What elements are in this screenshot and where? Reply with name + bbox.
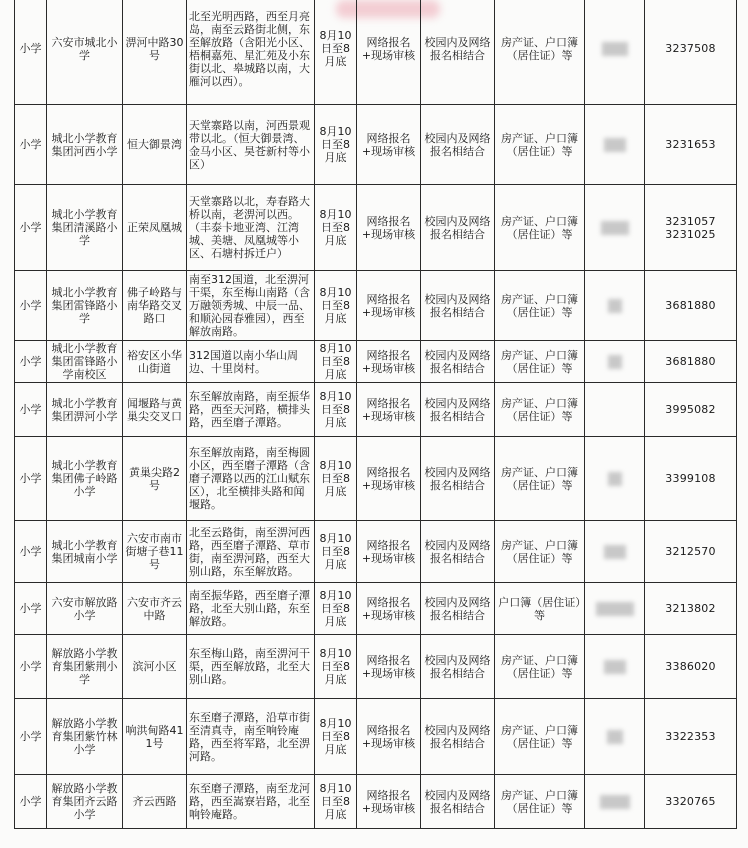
cell-phone: 3213802 bbox=[645, 583, 737, 635]
cell-address: 响洪甸路411号 bbox=[123, 699, 187, 775]
cell-area: 东至磨子潭路，沿草市街至清真寺，南至响铃庵路，西至将军路，北至淠河路。 bbox=[187, 699, 315, 775]
cell-documents: 房产证、户口簿（居住证）等 bbox=[495, 0, 585, 105]
cell-area: 东至梅山路，南至淠河干渠，西至解放路，北至大别山路。 bbox=[187, 635, 315, 699]
table-row bbox=[15, 437, 737, 521]
cell-area: 天堂寨路以南，河西景观带以北。（恒大御景湾、金马小区、昊苍新村等小区） bbox=[187, 105, 315, 185]
table-row bbox=[15, 185, 737, 271]
cell-documents: 房产证、户口簿（居住证）等 bbox=[495, 185, 585, 271]
cell-time: 8月10日至8月底 bbox=[315, 521, 357, 583]
cell-time: 8月10日至8月底 bbox=[315, 0, 357, 105]
cell-school: 城北小学教育集团淠河小学 bbox=[47, 383, 123, 437]
redacted-block bbox=[608, 299, 622, 313]
cell-school: 城北小学教育集团城南小学 bbox=[47, 521, 123, 583]
cell-school: 城北小学教育集团佛子岭路小学 bbox=[47, 437, 123, 521]
cell-redacted bbox=[585, 635, 645, 699]
cell-redacted bbox=[585, 105, 645, 185]
cell-school: 解放路小学教育集团紫荆小学 bbox=[47, 635, 123, 699]
cell-level: 小学 bbox=[15, 185, 47, 271]
table-row bbox=[15, 699, 737, 775]
cell-documents: 房产证、户口簿（居住证）等 bbox=[495, 105, 585, 185]
cell-documents: 房产证、户口簿（居住证）等 bbox=[495, 383, 585, 437]
cell-time: 8月10日至8月底 bbox=[315, 271, 357, 341]
cell-redacted bbox=[585, 699, 645, 775]
cell-address: 齐云西路 bbox=[123, 775, 187, 829]
cell-area: 东至磨子潭路，南至龙河路，西至嵩寮岩路，北至响铃庵路。 bbox=[187, 775, 315, 829]
cell-level: 小学 bbox=[15, 437, 47, 521]
cell-area: 312国道以南小华山周边、十里岗村。 bbox=[187, 341, 315, 383]
cell-school: 六安市解放路小学 bbox=[47, 583, 123, 635]
cell-scope: 校园内及网络报名相结合 bbox=[421, 699, 495, 775]
cell-school: 解放路小学教育集团紫竹林小学 bbox=[47, 699, 123, 775]
cell-area: 东至解放南路，南至梅圆小区，西至磨子潭路（含磨子潭路以西的江山赋东区），北至横排头路和闻堰路。 bbox=[187, 437, 315, 521]
cell-phone: 3212570 bbox=[645, 521, 737, 583]
cell-scope: 校园内及网络报名相结合 bbox=[421, 105, 495, 185]
table-row bbox=[15, 635, 737, 699]
redacted-block bbox=[608, 355, 622, 369]
table-body bbox=[15, 0, 737, 829]
cell-area: 北至云路街，南至淠河西路，西至磨子潭路、草市街，南至淠河路，西至大别山路，东至解放路。 bbox=[187, 521, 315, 583]
cell-method: 网络报名+现场审核 bbox=[357, 105, 421, 185]
cell-phone: 3322353 bbox=[645, 699, 737, 775]
cell-scope: 校园内及网络报名相结合 bbox=[421, 341, 495, 383]
cell-time: 8月10日至8月底 bbox=[315, 775, 357, 829]
cell-documents: 房产证、户口簿（居住证）等 bbox=[495, 521, 585, 583]
cell-documents: 房产证、户口簿（居住证）等 bbox=[495, 341, 585, 383]
cell-redacted bbox=[585, 0, 645, 105]
cell-phone: 3681880 bbox=[645, 271, 737, 341]
cell-documents: 房产证、户口簿（居住证）等 bbox=[495, 271, 585, 341]
cell-redacted bbox=[585, 521, 645, 583]
cell-phone: 3231653 bbox=[645, 105, 737, 185]
cell-redacted bbox=[585, 185, 645, 271]
cell-scope: 校园内及网络报名相结合 bbox=[421, 185, 495, 271]
table-row bbox=[15, 341, 737, 383]
cell-address: 裕安区小华山街道 bbox=[123, 341, 187, 383]
redacted-block bbox=[601, 221, 629, 235]
table-row bbox=[15, 583, 737, 635]
table-row bbox=[15, 271, 737, 341]
cell-address: 淠河中路30号 bbox=[123, 0, 187, 105]
table-row bbox=[15, 383, 737, 437]
cell-school: 城北小学教育集团雷锋路小学南校区 bbox=[47, 341, 123, 383]
cell-time: 8月10日至8月底 bbox=[315, 341, 357, 383]
cell-address: 正荣凤凰城 bbox=[123, 185, 187, 271]
cell-method: 网络报名+现场审核 bbox=[357, 271, 421, 341]
cell-phone: 3386020 bbox=[645, 635, 737, 699]
cell-scope: 校园内及网络报名相结合 bbox=[421, 521, 495, 583]
cell-school: 城北小学教育集团清溪路小学 bbox=[47, 185, 123, 271]
cell-school: 城北小学教育集团河西小学 bbox=[47, 105, 123, 185]
cell-redacted bbox=[585, 437, 645, 521]
cell-level: 小学 bbox=[15, 635, 47, 699]
cell-school: 城北小学教育集团雷锋路小学 bbox=[47, 271, 123, 341]
table-row bbox=[15, 0, 737, 105]
table-row bbox=[15, 105, 737, 185]
cell-level: 小学 bbox=[15, 0, 47, 105]
cell-method: 网络报名+现场审核 bbox=[357, 635, 421, 699]
cell-time: 8月10日至8月底 bbox=[315, 583, 357, 635]
cell-method: 网络报名+现场审核 bbox=[357, 521, 421, 583]
cell-time: 8月10日至8月底 bbox=[315, 437, 357, 521]
cell-phone: 3320765 bbox=[645, 775, 737, 829]
cell-time: 8月10日至8月底 bbox=[315, 383, 357, 437]
cell-area: 南至振华路，西至磨子潭路，北至大别山路，东至解放路。 bbox=[187, 583, 315, 635]
enrollment-table-wrapper bbox=[14, 0, 737, 829]
cell-scope: 校园内及网络报名相结合 bbox=[421, 0, 495, 105]
redacted-block bbox=[604, 138, 626, 152]
cell-address: 闻堰路与黄巢尖交叉口 bbox=[123, 383, 187, 437]
cell-redacted bbox=[585, 271, 645, 341]
cell-method: 网络报名+现场审核 bbox=[357, 775, 421, 829]
cell-method: 网络报名+现场审核 bbox=[357, 0, 421, 105]
redacted-block bbox=[604, 660, 626, 674]
cell-documents: 房产证、户口簿（居住证）等 bbox=[495, 437, 585, 521]
redacted-block bbox=[596, 602, 634, 616]
cell-scope: 校园内及网络报名相结合 bbox=[421, 635, 495, 699]
cell-address: 六安市南市街塘子巷11号 bbox=[123, 521, 187, 583]
cell-phone: 3237508 bbox=[645, 0, 737, 105]
cell-scope: 校园内及网络报名相结合 bbox=[421, 775, 495, 829]
cell-level: 小学 bbox=[15, 105, 47, 185]
cell-level: 小学 bbox=[15, 383, 47, 437]
cell-documents: 房产证、户口簿（居住证）等 bbox=[495, 699, 585, 775]
cell-school: 六安市城北小学 bbox=[47, 0, 123, 105]
cell-phone: 3995082 bbox=[645, 383, 737, 437]
cell-phone: 3231057 3231025 bbox=[645, 185, 737, 271]
cell-level: 小学 bbox=[15, 271, 47, 341]
cell-redacted bbox=[585, 775, 645, 829]
cell-phone: 3681880 bbox=[645, 341, 737, 383]
cell-method: 网络报名+现场审核 bbox=[357, 437, 421, 521]
cell-area: 东至解放南路，南至振华路，西至天河路，横排头路，西至磨子潭路。 bbox=[187, 383, 315, 437]
cell-address: 恒大御景湾 bbox=[123, 105, 187, 185]
cell-time: 8月10日至8月底 bbox=[315, 635, 357, 699]
cell-area: 南至312国道，北至淠河干渠，东至梅山南路（含万融领秀城、中辰一品、和顺沁园春雅园），西至解放南路。 bbox=[187, 271, 315, 341]
cell-scope: 校园内及网络报名相结合 bbox=[421, 383, 495, 437]
cell-scope: 校园内及网络报名相结合 bbox=[421, 437, 495, 521]
cell-school: 解放路小学教育集团齐云路小学 bbox=[47, 775, 123, 829]
cell-level: 小学 bbox=[15, 583, 47, 635]
cell-method: 网络报名+现场审核 bbox=[357, 699, 421, 775]
cell-redacted bbox=[585, 383, 645, 437]
cell-area: 天堂寨路以北，寿春路大桥以南，老淠河以西。（丰泰卡地亚湾、江湾城、美塘、凤凰城等小区、石塘村拆迁户） bbox=[187, 185, 315, 271]
cell-time: 8月10日至8月底 bbox=[315, 699, 357, 775]
cell-address: 滨河小区 bbox=[123, 635, 187, 699]
cell-redacted bbox=[585, 341, 645, 383]
cell-level: 小学 bbox=[15, 521, 47, 583]
redacted-block bbox=[600, 795, 630, 809]
redacted-block bbox=[608, 472, 622, 486]
cell-documents: 房产证、户口簿（居住证）等 bbox=[495, 635, 585, 699]
cell-level: 小学 bbox=[15, 341, 47, 383]
cell-scope: 校园内及网络报名相结合 bbox=[421, 271, 495, 341]
cell-redacted bbox=[585, 583, 645, 635]
cell-area: 北至光明西路，西至月亮岛，南至云路街北侧，东至解放路（含阳光小区、梧桐嘉苑、星汇苑及小东街以北、皋城路以南，大雁河以西）。 bbox=[187, 0, 315, 105]
cell-phone: 3399108 bbox=[645, 437, 737, 521]
cell-level: 小学 bbox=[15, 699, 47, 775]
cell-time: 8月10日至8月底 bbox=[315, 185, 357, 271]
cell-documents: 户口簿（居住证）等 bbox=[495, 583, 585, 635]
table-row bbox=[15, 521, 737, 583]
cell-method: 网络报名+现场审核 bbox=[357, 383, 421, 437]
table-row bbox=[15, 775, 737, 829]
cell-method: 网络报名+现场审核 bbox=[357, 185, 421, 271]
cell-address: 黄巢尖路2号 bbox=[123, 437, 187, 521]
cell-method: 网络报名+现场审核 bbox=[357, 583, 421, 635]
cell-address: 六安市齐云中路 bbox=[123, 583, 187, 635]
cell-level: 小学 bbox=[15, 775, 47, 829]
cell-address: 佛子岭路与南华路交叉路口 bbox=[123, 271, 187, 341]
enrollment-table bbox=[14, 0, 737, 829]
redacted-block bbox=[607, 730, 623, 744]
cell-time: 8月10日至8月底 bbox=[315, 105, 357, 185]
cell-documents: 房产证、户口簿（居住证）等 bbox=[495, 775, 585, 829]
redacted-block bbox=[604, 545, 626, 559]
cell-method: 网络报名+现场审核 bbox=[357, 341, 421, 383]
cell-scope: 校园内及网络报名相结合 bbox=[421, 583, 495, 635]
redacted-block bbox=[602, 42, 628, 56]
